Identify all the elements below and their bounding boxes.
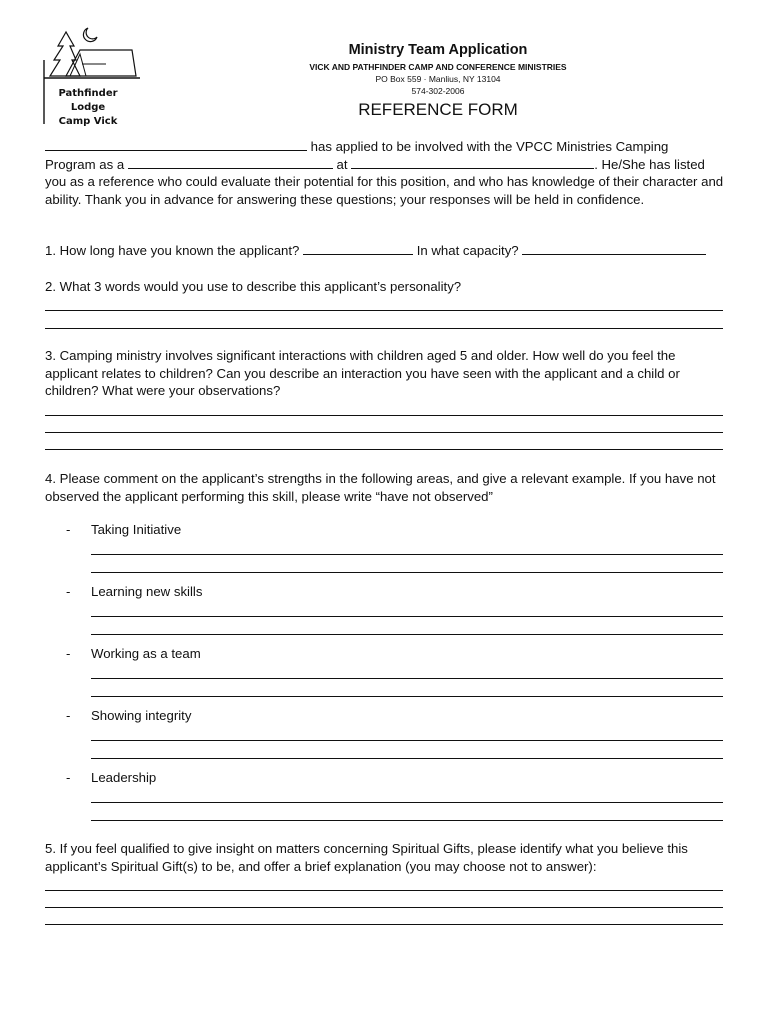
strength-working-as-team: Working as a team xyxy=(91,646,201,661)
question-2: 2. What 3 words would you use to describe this applicant’s personality? xyxy=(45,279,462,294)
question-3: 3. Camping ministry involves significant interactions with children aged 5 and older. How well do you feel the applicant relates to children? Can you describe an interaction you have seen with the applicant and a child or children? What were your observations? xyxy=(45,348,680,399)
q3-answer-line[interactable] xyxy=(45,415,723,416)
q3-answer-line[interactable] xyxy=(45,449,723,450)
page-title: Ministry Team Application xyxy=(348,42,528,58)
strength-answer-line[interactable] xyxy=(91,802,723,803)
strength-answer-line[interactable] xyxy=(91,740,723,741)
applicant-name-blank[interactable] xyxy=(45,139,307,151)
strength-answer-line[interactable] xyxy=(91,820,723,821)
strength-taking-initiative: Taking Initiative xyxy=(91,522,182,537)
intro-part3: at xyxy=(336,156,348,172)
bullet: - xyxy=(66,584,71,599)
intro-part1: has applied to be involved with the VPCC Ministries Camping xyxy=(310,139,669,154)
bullet: - xyxy=(66,708,71,723)
q1-capacity-text: In what capacity? xyxy=(416,243,519,258)
q1-text: 1. How long have you known the applicant? xyxy=(45,243,300,258)
logo-line2: Camp Vick xyxy=(58,116,118,127)
strength-answer-line[interactable] xyxy=(91,616,723,617)
form-title: REFERENCE FORM xyxy=(358,100,518,119)
org-phone: 574-302-2006 xyxy=(411,86,465,96)
question-4: 4. Please comment on the applicant’s strengths in the following areas, and give a relevant example. If you have not observed the applicant performing this skill, please write “have not observed” xyxy=(45,471,716,504)
q2-answer-line[interactable] xyxy=(45,328,723,329)
strength-answer-line[interactable] xyxy=(91,678,723,679)
question-1 xyxy=(45,242,725,260)
position-blank[interactable] xyxy=(128,157,333,169)
org-address: PO Box 559 · Manlius, NY 13104 xyxy=(375,74,501,84)
q5-answer-line[interactable] xyxy=(45,924,723,925)
q3-answer-line[interactable] xyxy=(45,432,723,433)
bullet: - xyxy=(66,646,71,661)
logo-line1: Pathfinder Lodge xyxy=(58,88,118,113)
strength-answer-line[interactable] xyxy=(91,696,723,697)
q1-duration-blank[interactable] xyxy=(303,243,413,255)
strength-showing-integrity: Showing integrity xyxy=(91,708,192,723)
q1-capacity-blank[interactable] xyxy=(522,243,706,255)
strength-learning-new-skills: Learning new skills xyxy=(91,584,203,599)
bullet: - xyxy=(66,770,71,785)
q5-answer-line[interactable] xyxy=(45,890,723,891)
q2-answer-line[interactable] xyxy=(45,310,723,311)
strength-leadership: Leadership xyxy=(91,770,157,785)
intro-paragraph xyxy=(45,138,725,208)
strength-answer-line[interactable] xyxy=(91,634,723,635)
strength-answer-line[interactable] xyxy=(91,758,723,759)
intro-part4: . He/She has listed xyxy=(594,156,705,172)
location-blank[interactable] xyxy=(351,157,594,169)
q5-answer-line[interactable] xyxy=(45,907,723,908)
bullet: - xyxy=(66,522,71,537)
intro-rest: you as a reference who could evaluate their potential for this position, and who has knowledge of their character and ability. Thank you in advance for answering these questions; your responses will be held in confidence. xyxy=(45,174,724,207)
org-name: VICK AND PATHFINDER CAMP AND CONFERENCE MINISTRIES xyxy=(309,62,567,72)
strength-answer-line[interactable] xyxy=(91,572,723,573)
intro-part2: Program as a xyxy=(45,156,125,172)
logo-text xyxy=(42,87,134,129)
strength-answer-line[interactable] xyxy=(91,554,723,555)
question-5: 5. If you feel qualified to give insight on matters concerning Spiritual Gifts, please identify what you believe this applicant’s Spiritual Gift(s) to be, and offer a brief explanation (you may choose not to answer): xyxy=(45,841,688,874)
